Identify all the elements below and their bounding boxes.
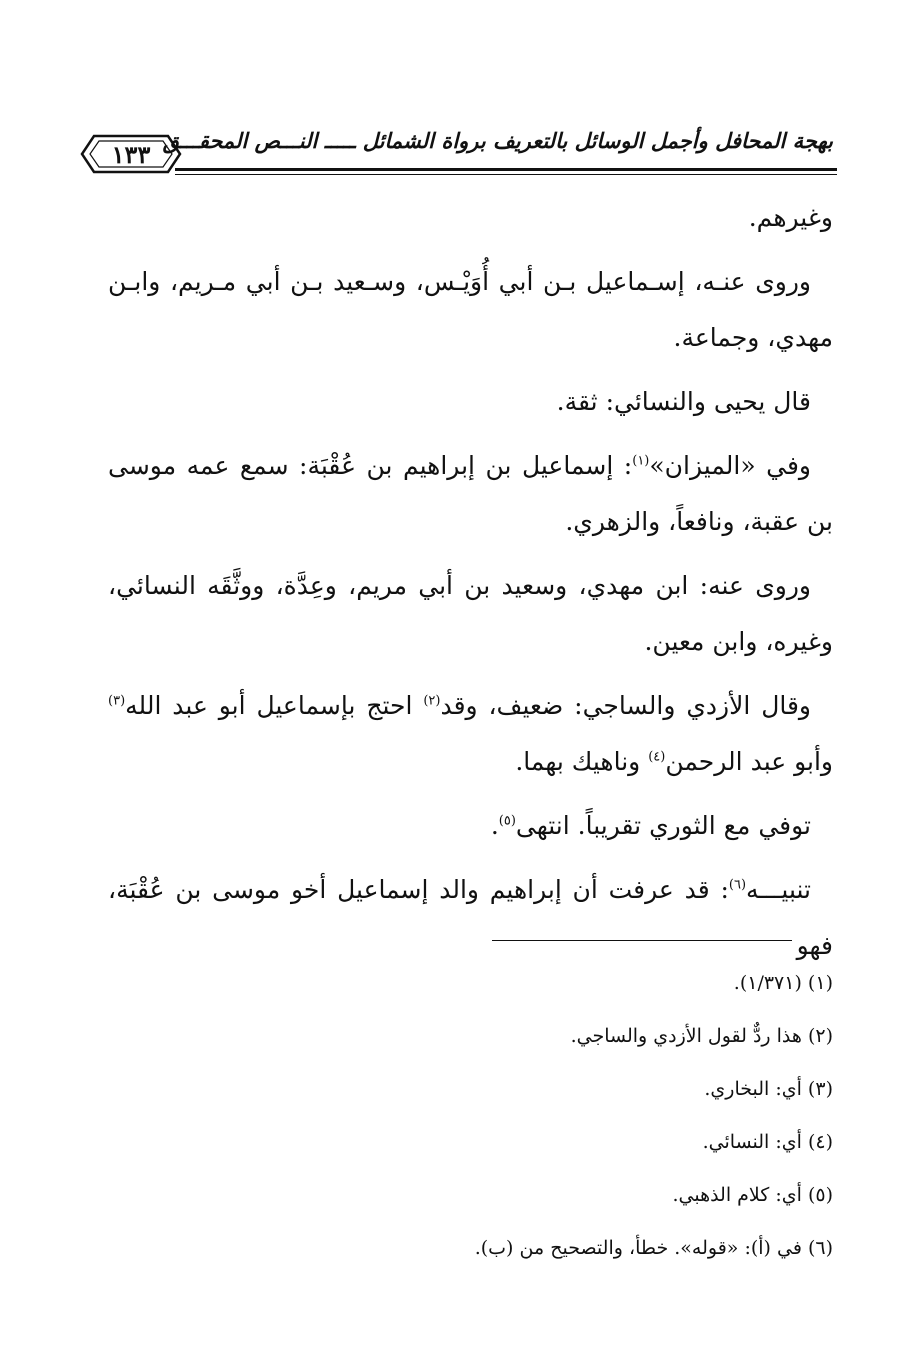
footnote-5: (٥) أي: كلام الذهبي. bbox=[672, 1184, 833, 1206]
footnote-separator bbox=[492, 940, 792, 941]
running-header-title: بهجة المحافل وأجمل الوسائل بالتعريف برواة الشمائل ـــــ النـــص المحقـــق bbox=[162, 128, 833, 153]
footnote-2: (٢) هذا ردٌّ لقول الأزدي والساجي. bbox=[570, 1025, 833, 1047]
paragraph-6-text-b: احتج بإسماعيل أبو عبد الله bbox=[125, 691, 424, 720]
paragraph-4-text-a: وفي «الميزان» bbox=[649, 451, 811, 480]
footnote-ref-3: (٣) bbox=[108, 693, 126, 709]
footnote-ref-2: (٢) bbox=[423, 693, 441, 709]
paragraph-7 bbox=[108, 798, 833, 854]
footnote-ref-6: (٦) bbox=[728, 877, 747, 893]
paragraph-7-text-a: توفي مع الثوري تقريباً. انتهى bbox=[515, 811, 811, 840]
main-text bbox=[108, 190, 833, 982]
paragraph-1: وغيرهم. bbox=[748, 203, 833, 232]
page-number-badge bbox=[80, 134, 182, 174]
footnote-1: (١) (١/٣٧١). bbox=[733, 972, 833, 994]
paragraph-8-text-a: تنبيـــه bbox=[746, 875, 811, 904]
footnote-ref-1: (١) bbox=[632, 453, 650, 469]
paragraph-4 bbox=[108, 438, 833, 550]
paragraph-7-text-b: . bbox=[490, 811, 499, 840]
page-header bbox=[80, 118, 837, 188]
paragraph-8-text-b: : قد عرفت أن إبراهيم والد إسماعيل أخو موسى بن عُقْبَة، فهو bbox=[108, 875, 833, 960]
footnote-6: (٦) في (أ): «قوله». خطأ، والتصحيح من (ب). bbox=[474, 1237, 833, 1259]
header-rule-thin bbox=[175, 174, 837, 175]
paragraph-5: وروى عنه: ابن مهدي، وسعيد بن أبي مريم، وعِدَّة، ووثَّقَه النسائي، وغيره، وابن معين. bbox=[108, 571, 833, 656]
footnote-ref-5: (٥) bbox=[498, 813, 516, 829]
paragraph-6 bbox=[108, 678, 833, 790]
paragraph-4-text-b: : إسماعيل بن إبراهيم بن عُقْبَة: سمع عمه موسى بن عقبة، ونافعاً، والزهري. bbox=[108, 451, 833, 536]
paragraph-2: وروى عنـه، إسـماعيل بـن أبي أُوَيْـس، وسـعيد بـن أبي مـريم، وابـن مهدي، وجماعة. bbox=[108, 267, 833, 352]
paragraph-6-text-c: وأبو عبد الرحمن bbox=[665, 747, 833, 776]
footnote-ref-4: (٤) bbox=[648, 749, 666, 765]
header-rule-thick bbox=[175, 168, 837, 171]
page-number: ١٣٣ bbox=[111, 140, 151, 169]
footnote-3: (٣) أي: البخاري. bbox=[704, 1078, 833, 1100]
paragraph-6-text-a: وقال الأزدي والساجي: ضعيف، وقد bbox=[440, 691, 811, 720]
paragraph-3: قال يحيى والنسائي: ثقة. bbox=[556, 387, 811, 416]
footnotes bbox=[108, 957, 833, 1275]
footnote-4: (٤) أي: النسائي. bbox=[702, 1131, 833, 1153]
paragraph-6-text-d: وناهيك بهما. bbox=[515, 747, 649, 776]
